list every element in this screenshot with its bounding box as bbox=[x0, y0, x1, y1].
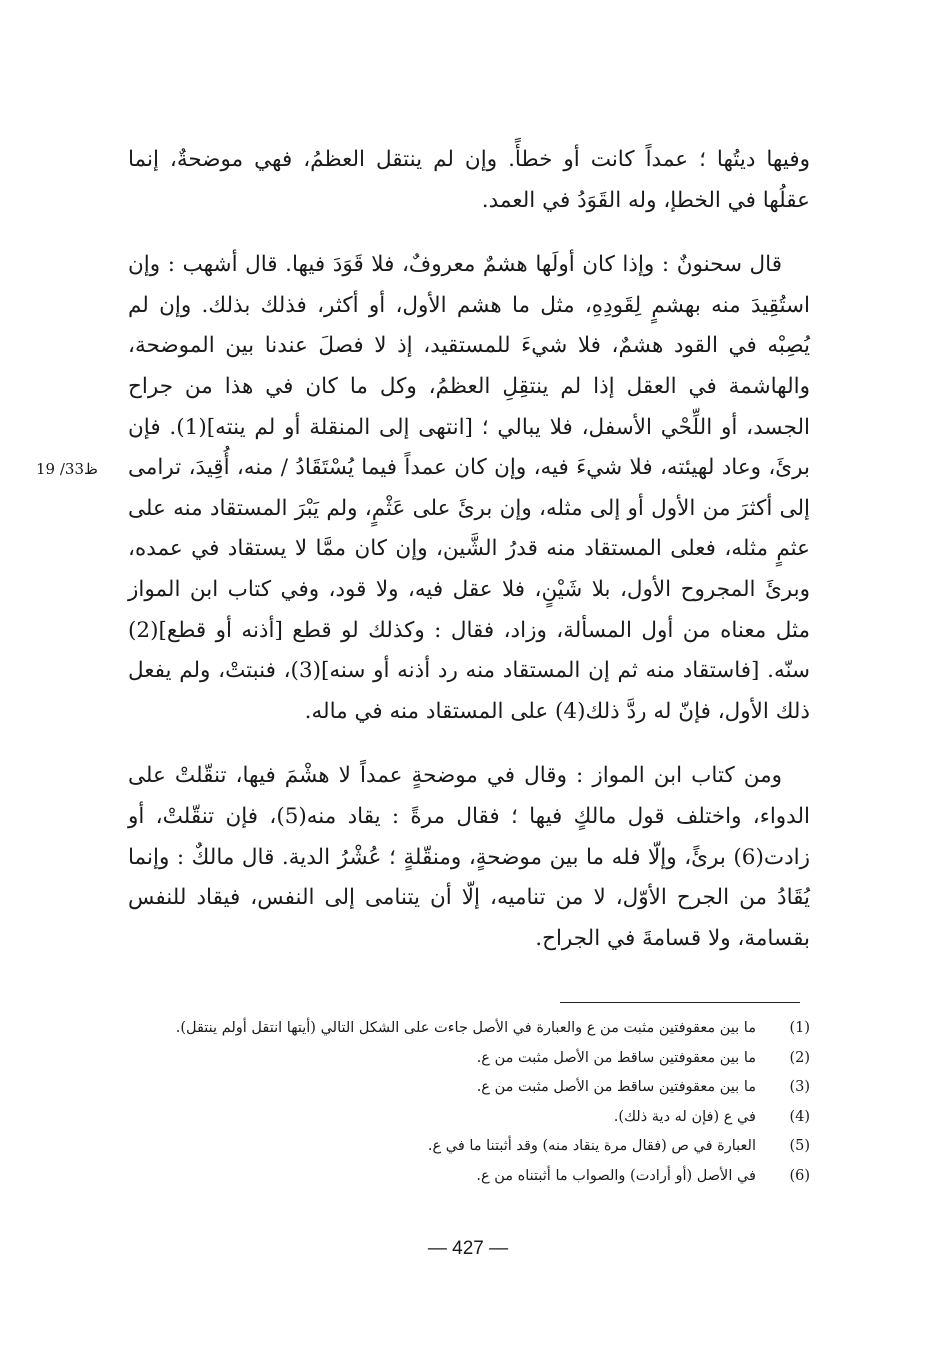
footnote-text: العبارة في ص (فقال مرة ينقاد منه) وقد أثبتنا ما في ع. bbox=[427, 1138, 756, 1154]
footnote-3 bbox=[300, 1073, 810, 1103]
footnote-number: (3) bbox=[789, 1079, 810, 1095]
footnote-number: (4) bbox=[789, 1108, 810, 1125]
footnote-4 bbox=[300, 1103, 810, 1133]
footnote-text: في الأصل (أو أرادت) والصواب ما أثبتناه من ع. bbox=[476, 1167, 756, 1184]
page-number: — 427 — bbox=[427, 1238, 509, 1259]
footnote-number: (1) bbox=[789, 1020, 810, 1036]
main-text bbox=[128, 140, 810, 983]
footnote-1 bbox=[175, 1014, 810, 1044]
footnote-2 bbox=[300, 1044, 810, 1074]
footnote-5 bbox=[300, 1132, 810, 1162]
footnote-divider bbox=[560, 1002, 800, 1003]
paragraph-3: ومن كتاب ابن المواز : وقال في موضحةٍ عمداً لا هشْمَ فيها، تنقّلتْ على الدواء، واختلف قول مالكٍ فيها ؛ فقال مرةً : يقاد منه(5)، فإن تنقّلتْ، أو زادت(6) برئً، وإلّا فله ما بين موضحةٍ، ومنقّلةٍ ؛ عُشْرُ الدية. قال مالكٌ : وإنما يُقَادُ من الجرح الأوّل، لا من تناميه، إلّا أن يتنامى إلى النفس، فيقاد للنفس بقسامة، ولا قسامةَ في الجراح. bbox=[128, 763, 810, 951]
footnote-text: ما بين معقوفتين مثبت من ع والعبارة في الأصل جاءت على الشكل التالي (أيتها انتقل أولم ينتقل). bbox=[175, 1020, 756, 1036]
paragraph-2: قال سحنونٌ : وإذا كان أولَها هشمٌ معروفٌ، فلا قَوَدَ فيها. قال أشهب : وإن استُقِيدَ منه بهشمٍ لِقَودِهِ، مثل ما هشم الأول، أو أكثر، فذلك بذلك. وإن لم يُصِبْه في القود هشمٌ، فلا شيءَ للمستقيد، إذ لا فصلَ عندنا بين الموضحة، والهاشمة في العقل إذا لم ينتقِلِ العظمُ، وكل ما كان في هذا من جراح الجسد، أو اللِّحْي الأسفل، فلا يبالي ؛ [انتهى إلى المنقلة أو لم ينته](1). فإن برئَ، وعاد لهيئته، فلا شيءَ فيه، وإن كان عمداً فيما يُسْتَقَادُ / منه، أُقِيدَ، ترامى إلى أكثرَ من الأول أو إلى مثله، وإن برئَ على عَثْمٍ، ولم يَبْرَ المستقاد منه على عثمٍ مثله، فعلى المستقاد منه قدرُ الشَّين، وإن كان ممَّا لا يستقاد في عمده، وبرئَ المجروح الأول، بلا شَيْنٍ، فلا عقل فيه، ولا قود، وفي كتاب ابن المواز مثل معناه من أول المسألة، وزاد، فقال : وكذلك لو قطع [أذنه أو قطع](2) سنّه. [فاستقاد منه ثم إن المستقاد منه رد أذنه أو سنه](3)، فنبتتْ، ولم يفعل ذلك الأول، فإنّ له ردَّ ذلك(4) على المستقاد منه في ماله. bbox=[128, 252, 810, 724]
footnote-number: (6) bbox=[789, 1167, 810, 1184]
paragraph-1: وفيها ديتُها ؛ عمداً كانت أو خطأً. وإن لم ينتقل العظمُ، فهي موضحةٌ، إنما عقلُها في الخطإ، وله القَوَدُ في العمد. bbox=[128, 147, 810, 213]
manuscript-folio-marker: 19 /33ظ bbox=[36, 460, 98, 478]
footnote-6 bbox=[300, 1162, 810, 1192]
footnote-number: (2) bbox=[789, 1049, 810, 1066]
footnote-number: (5) bbox=[789, 1138, 810, 1154]
footnote-text: ما بين معقوفتين ساقط من الأصل مثبت من ع. bbox=[476, 1049, 756, 1066]
footnotes bbox=[175, 1014, 810, 1191]
footnote-text: ما بين معقوفتين ساقط من الأصل مثبت من ع. bbox=[476, 1079, 756, 1095]
footnote-text: في ع (فإن له دية ذلك). bbox=[613, 1108, 756, 1125]
